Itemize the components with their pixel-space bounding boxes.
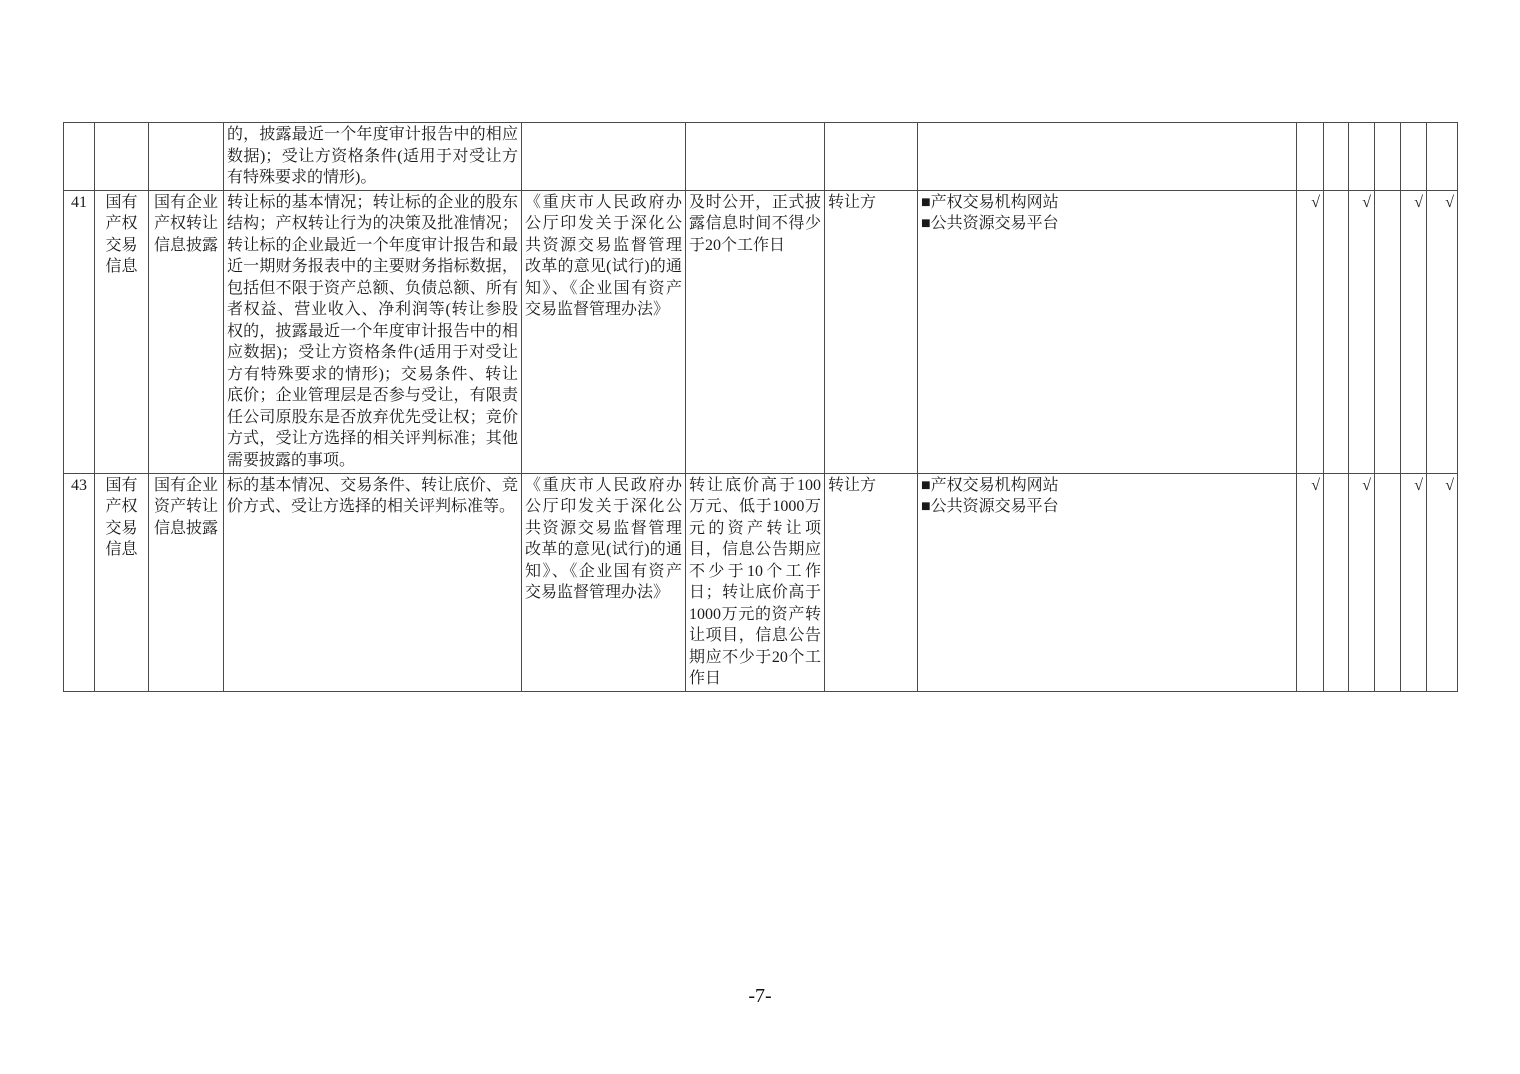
page-number: -7- — [748, 985, 772, 1007]
channel-entry: ■公共资源交易平台 — [921, 498, 1059, 515]
channel-cell — [918, 473, 1297, 691]
item-cell — [149, 123, 224, 191]
check-cell — [1324, 473, 1349, 691]
disclosure-table — [63, 122, 1458, 692]
checkmark: √ — [1445, 476, 1454, 494]
check-cell — [1297, 190, 1324, 473]
checkmark: √ — [1414, 476, 1423, 494]
legal-basis-cell: 《重庆市人民政府办公厅印发关于深化公共资源交易监督管理改革的意见(试行)的通知》、《企业国有资产交易监督管理办法》 — [522, 473, 686, 691]
checkmark: √ — [1311, 476, 1320, 494]
check-cell — [1375, 190, 1401, 473]
item-cell: 国有企业产权转让信息披露 — [149, 190, 224, 473]
item-cell: 国有企业资产转让信息披露 — [149, 473, 224, 691]
check-cell — [1297, 473, 1324, 691]
time-limit-cell: 转让底价高于100万元、低于1000万元的资产转让项目，信息公告期应不少于10个工作日；转让底价高于1000万元的资产转让项目，信息公告期应不少于20个工作日 — [686, 473, 825, 691]
table-row-continuation — [64, 123, 1458, 191]
checkmark: √ — [1311, 193, 1320, 211]
channel-entry: ■公共资源交易平台 — [921, 215, 1059, 232]
checkmark: √ — [1414, 193, 1423, 211]
row-number-cell — [64, 123, 95, 191]
table-row-41 — [64, 190, 1458, 473]
check-cell — [1427, 190, 1458, 473]
subject-cell — [825, 123, 918, 191]
row-number-cell: 43 — [64, 473, 95, 691]
check-cell — [1349, 473, 1375, 691]
check-cell — [1427, 123, 1458, 191]
checkmark: √ — [1445, 193, 1454, 211]
check-cell — [1349, 190, 1375, 473]
check-cell — [1349, 123, 1375, 191]
check-cell — [1401, 190, 1427, 473]
time-limit-cell — [686, 123, 825, 191]
legal-basis-cell — [522, 123, 686, 191]
check-cell — [1375, 123, 1401, 191]
row-number-cell: 41 — [64, 190, 95, 473]
check-cell — [1427, 473, 1458, 691]
content-cell: 的，披露最近一个年度审计报告中的相应数据)；受让方资格条件(适用于对受让方有特殊要求的情形)。 — [224, 123, 522, 191]
check-cell — [1324, 123, 1349, 191]
checkmark: √ — [1362, 193, 1371, 211]
check-cell — [1324, 190, 1349, 473]
channel-entry: ■产权交易机构网站 — [921, 476, 1059, 494]
legal-basis-cell: 《重庆市人民政府办公厅印发关于深化公共资源交易监督管理改革的意见(试行)的通知》、《企业国有资产交易监督管理办法》 — [522, 190, 686, 473]
table-row-43 — [64, 473, 1458, 691]
checkmark: √ — [1362, 476, 1371, 494]
category-cell — [95, 123, 149, 191]
subject-cell: 转让方 — [825, 190, 918, 473]
channel-cell — [918, 123, 1297, 191]
check-cell — [1375, 473, 1401, 691]
check-cell — [1297, 123, 1324, 191]
content-cell: 标的基本情况、交易条件、转让底价、竞价方式、受让方选择的相关评判标准等。 — [224, 473, 522, 691]
channel-entry: ■产权交易机构网站 — [921, 193, 1059, 211]
content-cell: 转让标的基本情况；转让标的企业的股东结构；产权转让行为的决策及批准情况；转让标的企业最近一个年度审计报告和最近一期财务报表中的主要财务指标数据，包括但不限于资产总额、负债总额、所有者权益、营业收入、净利润等(转让参股权的，披露最近一个年度审计报告中的相应数据)；受让方资格条件(适用于对受让方有特殊要求的情形)；交易条件、转让底价；企业管理层是否参与受让，有限责任公司原股东是否放弃优先受让权；竞价方式，受让方选择的相关评判标准；其他需要披露的事项。 — [224, 190, 522, 473]
category-cell: 国有产权交易信息 — [95, 190, 149, 473]
category-cell: 国有产权交易信息 — [95, 473, 149, 691]
channel-cell — [918, 190, 1297, 473]
time-limit-cell: 及时公开，正式披露信息时间不得少于20个工作日 — [686, 190, 825, 473]
check-cell — [1401, 123, 1427, 191]
check-cell — [1401, 473, 1427, 691]
subject-cell: 转让方 — [825, 473, 918, 691]
